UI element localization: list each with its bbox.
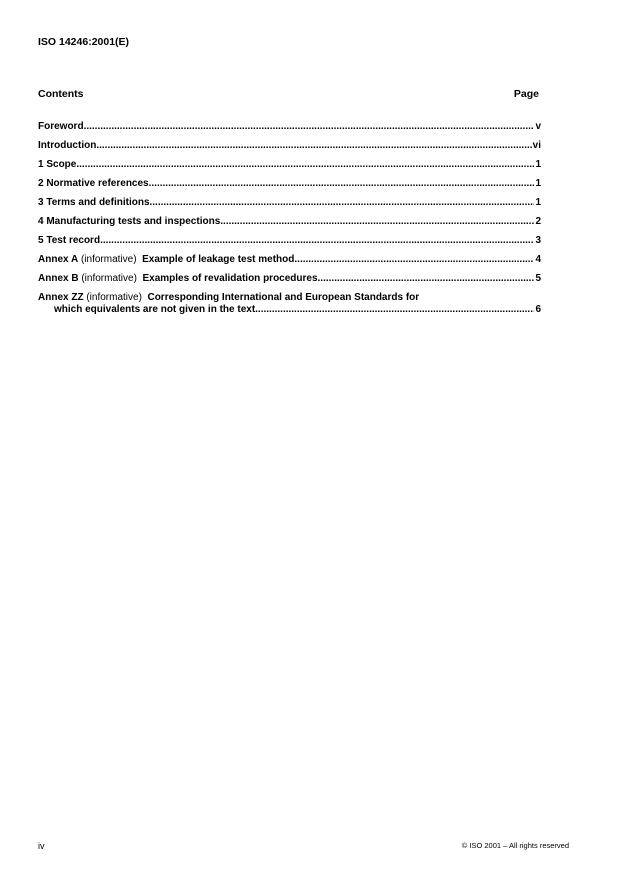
copyright-notice: © ISO 2001 – All rights reserved [461, 841, 569, 850]
toc-entry-test-record[interactable] [38, 235, 541, 254]
toc-entry-page: 1 [535, 159, 541, 170]
toc-entry-page: 1 [535, 178, 541, 189]
toc-entry-page: 5 [535, 273, 541, 284]
contents-heading [38, 88, 539, 102]
toc-entry-foreword[interactable] [38, 121, 541, 140]
toc-entry-label: Introduction [38, 140, 97, 151]
leader-dots [220, 216, 534, 228]
leader-dots [76, 159, 534, 171]
leader-dots [318, 273, 535, 285]
toc-entry-page: vi [532, 140, 541, 151]
toc-entry-normative-references[interactable] [38, 178, 541, 197]
toc-entry-scope[interactable] [38, 159, 541, 178]
toc-entry-label: Examples of revalidation procedures [142, 273, 318, 284]
toc-entry-label: Foreword [38, 121, 84, 132]
toc-entry-page: 1 [535, 197, 541, 208]
leader-dots [149, 178, 535, 190]
leader-dots [100, 235, 534, 247]
toc-entry-terms-and-definitions[interactable] [38, 197, 541, 216]
page-column-label: Page [513, 88, 539, 100]
leader-dots [294, 254, 534, 266]
toc-entry-label: Example of leakage test method [142, 254, 295, 265]
toc-entry-page: 3 [535, 235, 541, 246]
table-of-contents [38, 121, 541, 322]
toc-entry-label: 3 Terms and definitions [38, 197, 150, 208]
leader-dots [255, 304, 534, 316]
toc-entry-page: 4 [535, 254, 541, 265]
toc-entry-page: 2 [535, 216, 541, 227]
page-number: iv [38, 841, 45, 851]
toc-entry-manufacturing-tests[interactable] [38, 216, 541, 235]
toc-entry-label: Corresponding International and European Standards for [147, 292, 420, 303]
toc-entry-annex-a[interactable] [38, 254, 541, 273]
annex-note: (informative) [83, 292, 148, 303]
annex-prefix: Annex A [38, 254, 79, 265]
toc-entry-label-continued: which equivalents are not given in the text [54, 304, 256, 315]
toc-entry-annex-b[interactable] [38, 273, 541, 292]
toc-entry-label: 1 Scope [38, 159, 77, 170]
annex-note: (informative) [78, 273, 143, 284]
contents-title: Contents [38, 88, 84, 100]
document-id: ISO 14246:2001(E) [38, 36, 130, 48]
leader-dots [84, 121, 535, 133]
toc-entry-label: 5 Test record [38, 235, 101, 246]
annex-prefix: Annex B [38, 273, 79, 284]
annex-note: (informative) [78, 254, 143, 265]
toc-entry-label: 2 Normative references [38, 178, 149, 189]
leader-dots [150, 197, 535, 209]
toc-entry-annex-zz[interactable] [38, 292, 541, 322]
toc-entry-page: 6 [535, 304, 541, 315]
toc-entry-page: v [535, 121, 541, 132]
toc-entry-introduction[interactable] [38, 140, 541, 159]
toc-entry-label: 4 Manufacturing tests and inspections [38, 216, 221, 227]
leader-dots [96, 140, 531, 152]
annex-prefix: Annex ZZ [38, 292, 84, 303]
